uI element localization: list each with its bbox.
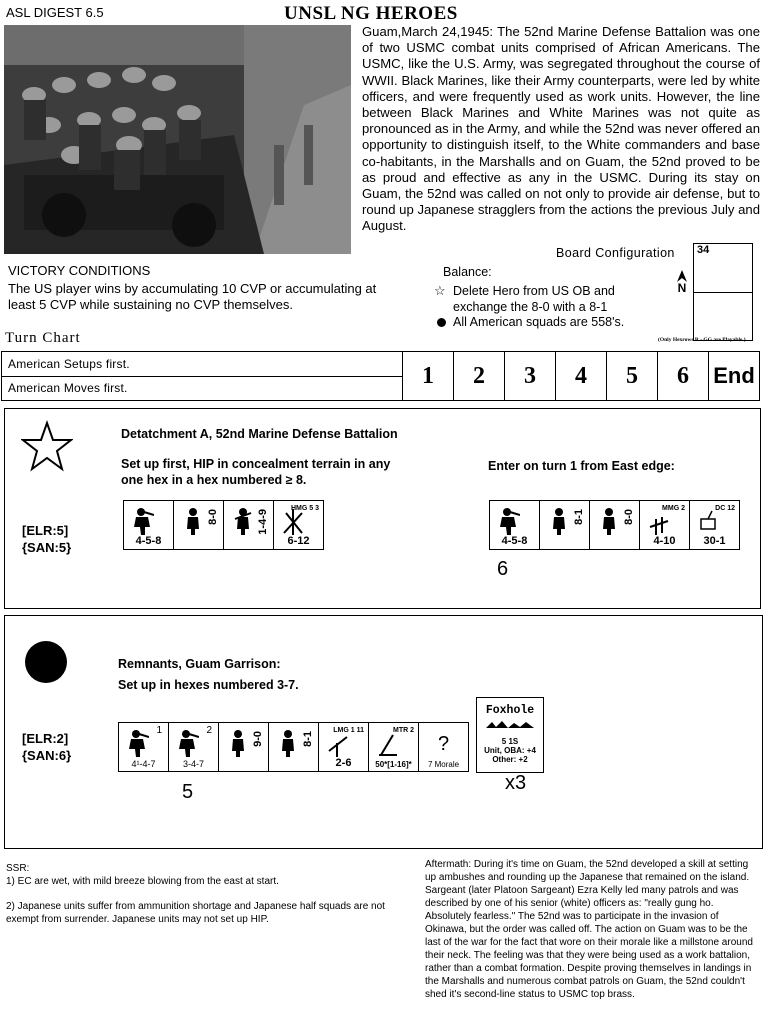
us-quantity: 6 <box>497 558 509 580</box>
aftermath-text: Aftermath: During it's time on Guam, the 52nd developed a skill at setting up ambushes and rounding up the Japanese that remained on the island. Sargeant (later Platoon Sargeant) Ezra Kelly led many patrols and was described by one of his senior (white) officers as: "really gung ho. Absolutely fearless." The 52nd was to participate in the invasion of Okinawa, but the order was called off. The action on Guam was to be the last of the war for the fact that wore on their morale like a millstone around their neck. The feeling was that they were being used as a work battalion, rather than a combat formation. Despite proving themselves in landings in the Marshalls and numerous combat patrols on Guam, the 52nd couldn't shed it's second-line status to USMC top brass. <box>425 859 753 1000</box>
turn-chart-setup: American Setups first. <box>2 352 402 377</box>
jp-elr-san <box>22 730 71 764</box>
lmg-counter: LMG 1 11 2-6 <box>318 722 369 772</box>
jp-san: {SAN:6} <box>22 748 72 763</box>
north-arrow-icon <box>677 270 687 294</box>
leader-counter: 9-0 <box>218 722 269 772</box>
turn-chart <box>1 351 760 401</box>
victory-heading: VICTORY CONDITIONS <box>8 263 151 278</box>
turn-cell-end: End <box>713 363 755 388</box>
foxhole-quantity: x3 <box>505 772 527 794</box>
turn-cell: 4 <box>556 352 607 400</box>
us-unit-name: Detatchment A, 52nd Marine Defense Battalion <box>121 427 398 441</box>
leader-counter: 8-0 <box>173 500 224 550</box>
ssr-rule-1: 1) EC are wet, with mild breeze blowing from the east at start. <box>6 876 279 887</box>
foxhole-title: Foxhole <box>485 704 535 717</box>
balance-jp: All American squads are 558's. <box>453 315 625 329</box>
mortar-counter: MTR 2 50*[1-16]* <box>368 722 419 772</box>
us-setup-text: Set up first, HIP in concealment terrain in any one hex in a hex numbered ≥ 8. <box>121 457 391 487</box>
us-counter-group-b <box>489 500 739 550</box>
foxhole-line2: Unit, OBA: +4 <box>484 746 536 755</box>
jp-elr: [ELR:2] <box>22 731 69 746</box>
turn-cell: 1 <box>403 352 454 400</box>
victory-text: The US player wins by accumulating 10 CVP or accumulating at least 5 CVP while sustaining no CVP themselves. <box>8 281 377 312</box>
ssr-section <box>6 862 396 938</box>
us-enter-text: Enter on turn 1 from East edge: <box>488 459 675 473</box>
balance-star-icon: ☆ <box>434 283 446 298</box>
foxhole-line1: 5 1S <box>501 737 519 746</box>
leader-counter: 8-0 <box>589 500 640 550</box>
jp-quantity: 5 <box>182 781 194 803</box>
ssr-heading: SSR: <box>6 863 30 874</box>
squad-counter: 2 3-4-7 <box>168 722 219 772</box>
board-config-label: Board Configuration <box>556 246 675 260</box>
turn-cell: 5 <box>607 352 658 400</box>
foxhole-line3: Other: +2 <box>492 755 528 764</box>
turn-chart-label: Turn Chart <box>5 330 81 346</box>
jp-counter-group <box>118 722 468 772</box>
squad-counter: 4-5-8 <box>489 500 540 550</box>
turn-chart-moves: American Moves first. <box>8 381 128 396</box>
ssr-rule-2: 2) Japanese units suffer from ammunition shortage and Japanese half squads are not exempt from surrender. Japanese units may not set up HIP. <box>6 901 385 925</box>
board-note: (Only Hexrows R - GG are Playable.) <box>658 337 746 343</box>
intro-text: Guam,March 24,1945: The 52nd Marine Defense Battalion was one of two USMC combat units comprised of African Americans. The USMC, like the U.S. Army, was segregated throughout the course of WWII. Black Marines, like their Army counterparts, were led by white officers, and were frequently used as work units. However, the line between Black Marines and White Marines was not quite as pronounced as in the Army, and while the 52nd was never offered an opportunity to distinguish itself, to the White commanders and base co-habitants, in the Marshalls and on Guam, the 52nd proved to be as proud and effective as any in the USMC. During its stay on Guam, the 52nd was called on not only to provide air defense, but to round up Japanese stragglers from the actions the previous July and August. <box>362 24 760 234</box>
digest-label: ASL DIGEST 6.5 <box>6 5 104 20</box>
leader-counter: 8-1 <box>539 500 590 550</box>
north-label: N <box>677 281 687 295</box>
mmg-counter: MMG 2 4-10 <box>639 500 690 550</box>
hero-counter: 1-4-9 <box>223 500 274 550</box>
board-number: 34 <box>697 244 710 256</box>
us-elr: [ELR:5] <box>22 523 69 538</box>
board-diagram <box>693 243 753 341</box>
scenario-title: UNSL NG HEROES <box>284 3 458 24</box>
squad-counter: 1 4¹-4-7 <box>118 722 169 772</box>
us-counter-group-a <box>123 500 323 550</box>
jp-setup-text: Set up in hexes numbered 3-7. <box>118 678 299 692</box>
star-icon <box>21 420 73 477</box>
foxhole-grass-icon <box>486 720 534 730</box>
historical-photo <box>4 25 351 254</box>
squad-counter: 4-5-8 <box>123 500 174 550</box>
foxhole-counter <box>476 697 544 773</box>
leader-counter: 8-1 <box>268 722 319 772</box>
balance-us: Delete Hero from US OB and exchange the 8-0 with a 8-1 <box>453 284 615 314</box>
us-san: {SAN:5} <box>22 540 72 555</box>
circle-icon <box>25 641 67 683</box>
turn-cell: 6 <box>658 352 709 400</box>
balance-circle-icon <box>437 318 446 327</box>
demo-charge-counter: DC 12 30-1 <box>689 500 740 550</box>
unknown-counter: ? 7 Morale <box>418 722 469 772</box>
turn-cell: 3 <box>505 352 556 400</box>
balance-heading: Balance: <box>443 265 492 279</box>
jp-unit-name: Remnants, Guam Garrison: <box>118 657 281 671</box>
turn-cell: 2 <box>454 352 505 400</box>
us-elr-san <box>22 522 71 556</box>
hmg-counter: HMG 5 3 6-12 <box>273 500 324 550</box>
